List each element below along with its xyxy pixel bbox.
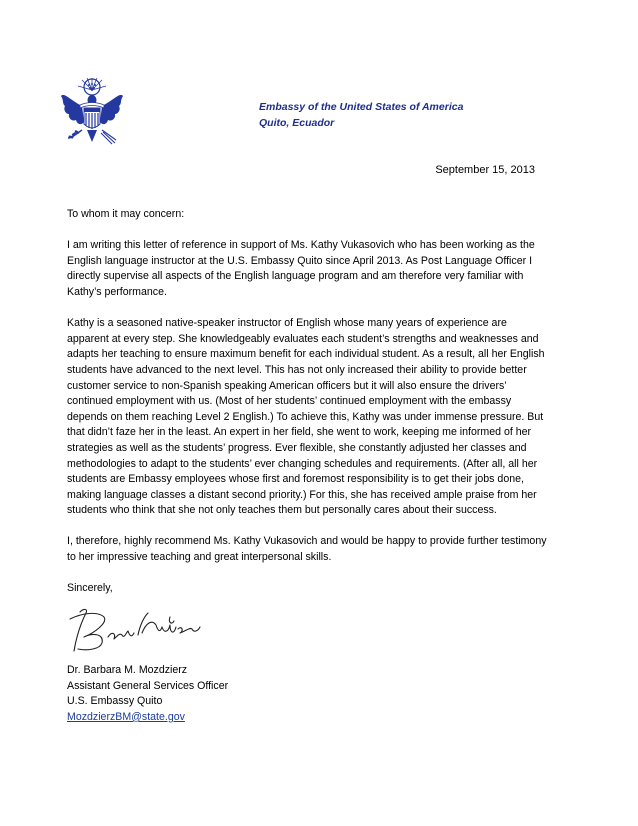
embassy-location: Quito, Ecuador	[259, 117, 335, 129]
paragraph-2: Kathy is a seasoned native-speaker instructor of English whose many years of experience are apparent at every step. She knowledgeably evaluates each student’s strengths and weaknesses and adapts her teaching to ensure maximum benefit for each individual student. As a result, all her English students have advanced to the next level. This has not only increased their ability to provide better customer service to non-Spanish speaking American officers but it will also ensure the drivers’ continued employment with us. (Most of her students’ continued employment with the embassy depends on them reaching Level 2 English.) To achieve this, Kathy was under immense pressure. But that didn’t faze her in the least. An expert in her field, she went to work, keeping me informed of her strategies as well as the students’ progress. Ever flexible, she constantly adjusted her classes and methodologies to adapt to the students’ ever changing schedules and requirements. (After all, all her students are Embassy employees whose first and foremost responsibility is to get their jobs done, making language classes a distant second priority.) For this, she has received ample praise from her students who think that she not only teaches them but personally cares about their success.	[67, 317, 545, 517]
handwritten-signature	[64, 603, 214, 655]
salutation: To whom it may concern:	[67, 208, 185, 220]
sender-name: Dr. Barbara M. Mozdzierz	[67, 664, 188, 676]
letter-date: September 15, 2013	[435, 164, 535, 176]
paragraph-1: I am writing this letter of reference in support of Ms. Kathy Vukasovich who has been working as the English language instructor at the U.S. Embassy Quito since April 2013. As Post Language Officer I directly supervise all aspects of the English language program and am therefore very familiar with Kathy’s performance.	[67, 239, 535, 298]
letter-body	[67, 207, 547, 612]
closing: Sincerely,	[67, 582, 113, 595]
signature-block	[67, 663, 228, 725]
paragraph-3: I, therefore, highly recommend Ms. Kathy Vukasovich and would be happy to provide further testimony to her impressive teaching and great interpersonal skills.	[67, 535, 547, 564]
great-seal-icon	[60, 76, 124, 150]
sender-email-link[interactable]: MozdzierzBM@state.gov	[67, 710, 185, 723]
sender-title: Assistant General Services Officer	[67, 679, 229, 692]
embassy-name: Embassy of the United States of America	[259, 101, 464, 113]
sender-office: U.S. Embassy Quito	[67, 695, 163, 708]
letterhead	[259, 99, 463, 131]
